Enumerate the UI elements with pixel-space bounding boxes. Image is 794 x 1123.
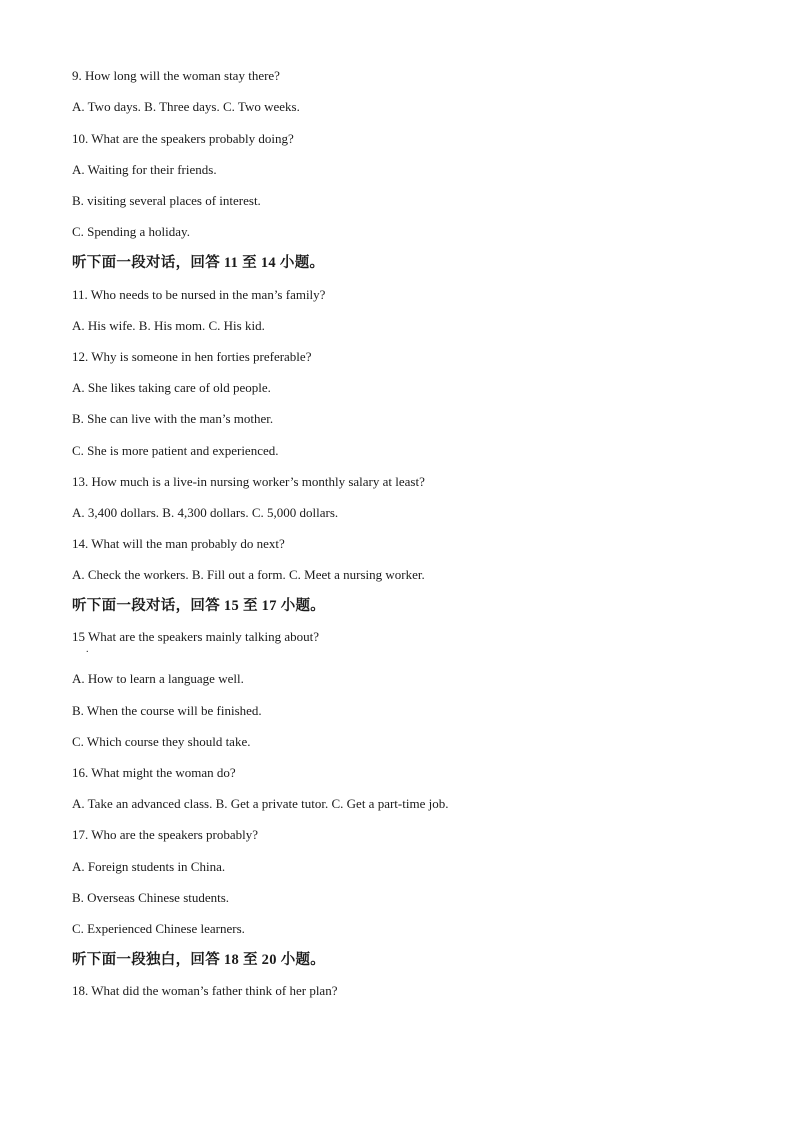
section-heading-11-14: 听下面一段对话，回答 11 至 14 小题。: [72, 255, 325, 271]
question-12: 12. Why is someone in hen forties preferable?: [72, 349, 312, 364]
question-10: 10. What are the speakers probably doing?: [72, 131, 294, 146]
question-16-options: A. Take an advanced class. B. Get a private tutor. C. Get a part-time job.: [72, 796, 449, 811]
question-13-options: A. 3,400 dollars. B. 4,300 dollars. C. 5,000 dollars.: [72, 505, 339, 520]
question-12-option-a: A. She likes taking care of old people.: [72, 380, 271, 395]
question-18: 18. What did the woman’s father think of her plan?: [72, 983, 338, 998]
question-16: 16. What might the woman do?: [72, 765, 236, 780]
question-10-option-a: A. Waiting for their friends.: [72, 162, 217, 177]
question-14-options: A. Check the workers. B. Fill out a form. C. Meet a nursing worker.: [72, 567, 425, 582]
question-17-option-b: B. Overseas Chinese students.: [72, 890, 230, 905]
stray-mark: .: [86, 644, 89, 655]
section-heading-18-20: 听下面一段独白，回答 18 至 20 小题。: [72, 952, 326, 968]
question-15-option-b: B. When the course will be finished.: [72, 703, 262, 718]
question-12-option-c: C. She is more patient and experienced.: [72, 443, 279, 458]
question-17-option-a: A. Foreign students in China.: [72, 859, 226, 874]
question-11-options: A. His wife. B. His mom. C. His kid.: [72, 318, 265, 333]
question-11: 11. Who needs to be nursed in the man’s family?: [72, 287, 326, 302]
question-9-options: A. Two days. B. Three days. C. Two weeks.: [72, 99, 300, 114]
section-heading-15-17: 听下面一段对话，回答 15 至 17 小题。: [72, 598, 326, 614]
question-17-option-c: C. Experienced Chinese learners.: [72, 921, 245, 936]
question-10-option-b: B. visiting several places of interest.: [72, 193, 261, 208]
question-15-option-c: C. Which course they should take.: [72, 734, 251, 749]
question-12-option-b: B. She can live with the man’s mother.: [72, 411, 274, 426]
question-13: 13. How much is a live-in nursing worker’s monthly salary at least?: [72, 474, 425, 489]
question-9: 9. How long will the woman stay there?: [72, 68, 280, 83]
question-14: 14. What will the man probably do next?: [72, 536, 285, 551]
question-15: 15 What are the speakers mainly talking about?: [72, 629, 320, 644]
question-17: 17. Who are the speakers probably?: [72, 827, 259, 842]
question-15-option-a: A. How to learn a language well.: [72, 671, 244, 686]
question-10-option-c: C. Spending a holiday.: [72, 224, 190, 239]
